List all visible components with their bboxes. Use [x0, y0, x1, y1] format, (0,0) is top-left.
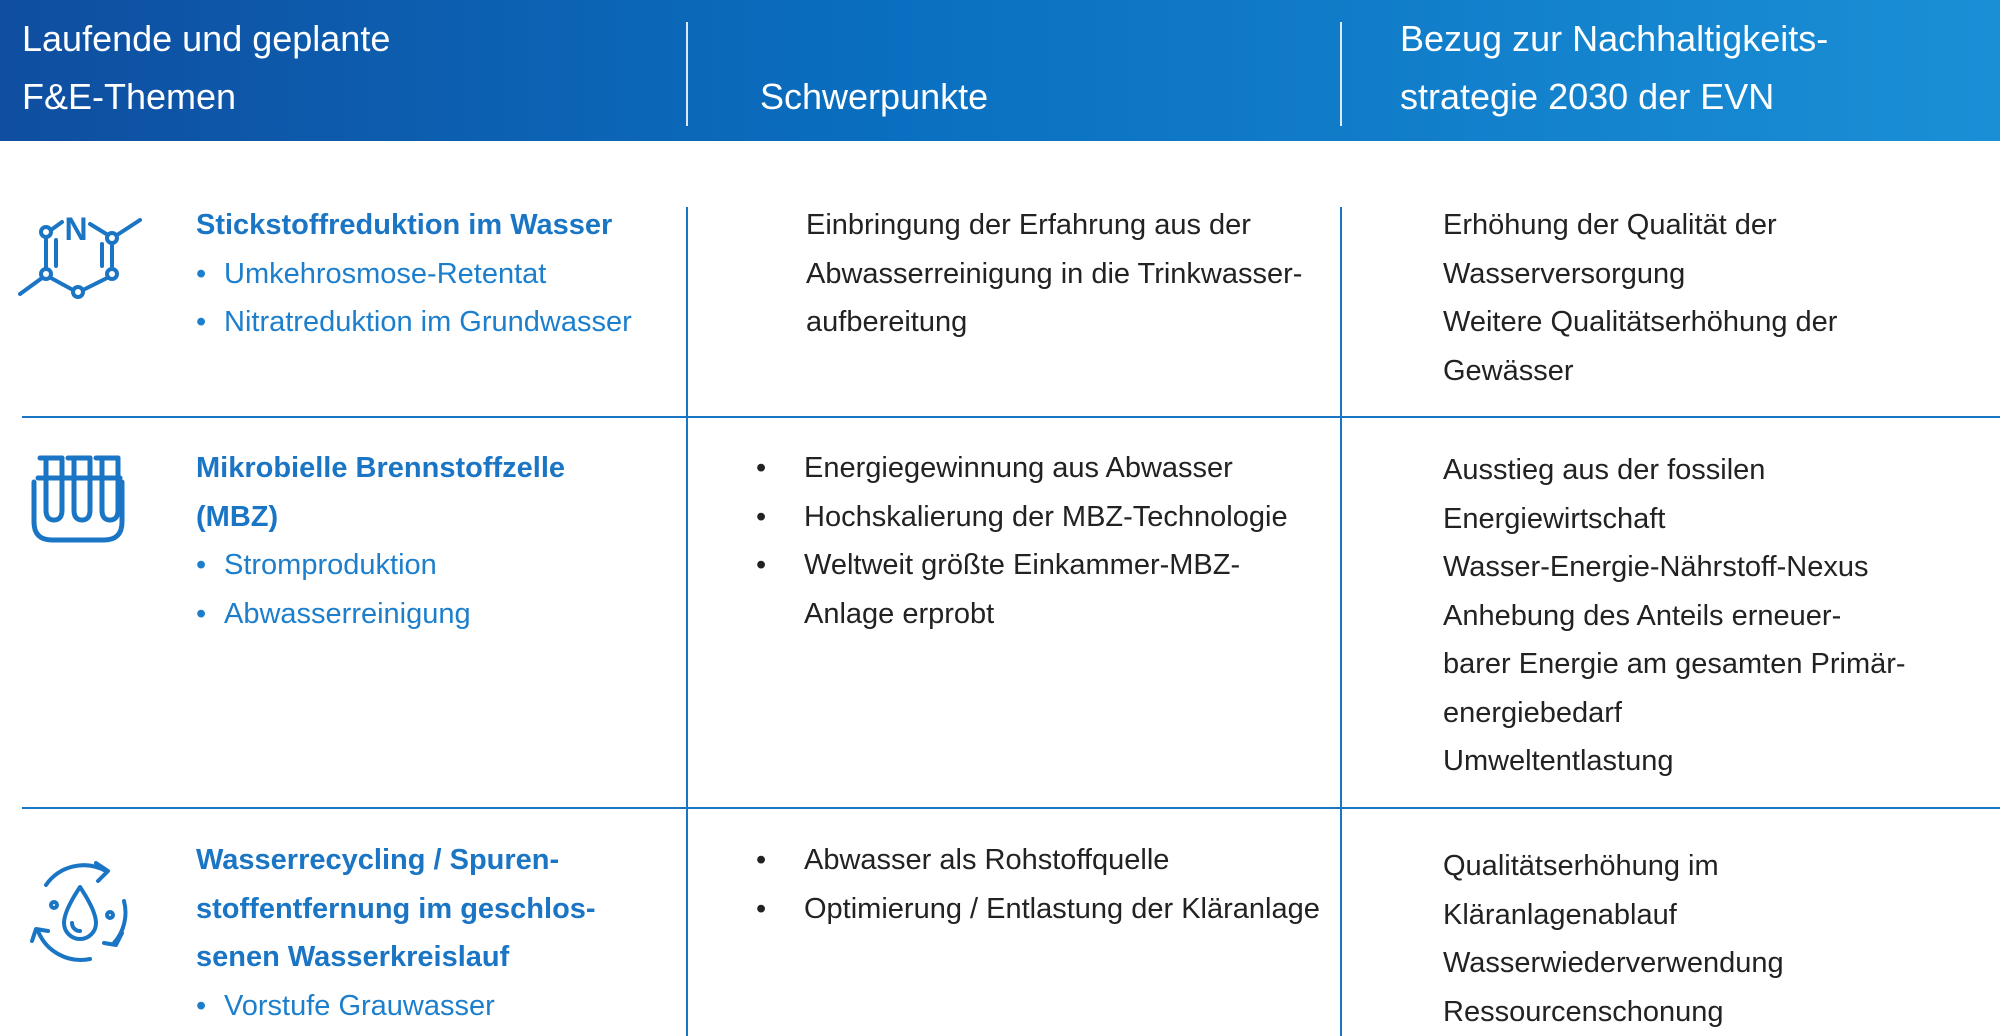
sustainability-reference	[1443, 201, 1837, 395]
header-topics-line: F&E-Themen	[22, 76, 237, 117]
topic-title	[196, 444, 565, 541]
topic-water-recycling	[196, 836, 596, 1030]
sustainability-reference	[1443, 842, 1784, 1036]
topic-title-line: Wasserrecycling / Spuren-	[196, 844, 560, 876]
reference-line: Ausstieg aus der fossilen	[1443, 454, 1766, 486]
focus-bullet-line: • Hochskalierung der MBZ-Technologie	[804, 500, 1288, 533]
header-sustainability-line: Bezug zur Nachhaltigkeits-	[1400, 18, 1829, 59]
header-sustainability-line: strategie 2030 der EVN	[1400, 76, 1775, 117]
reference-line: barer Energie am gesamten Primär-	[1443, 648, 1906, 680]
svg-text:N: N	[64, 211, 88, 247]
focus-bullet	[756, 836, 1320, 885]
focus-text	[806, 201, 1302, 347]
reference-line: Anhebung des Anteils erneuer-	[1443, 599, 1842, 632]
reference-line: Erhöhung der Qualität der	[1443, 209, 1777, 241]
water-cycle-icon	[24, 855, 136, 967]
test-tubes-icon	[28, 452, 138, 547]
reference-line: Wasserversorgung	[1443, 257, 1686, 290]
topic-sub-item: • Stromproduktion	[196, 541, 565, 590]
reference-line: Energiewirtschaft	[1443, 502, 1666, 535]
focus-bullet-list	[756, 836, 1320, 933]
focus-line: aufbereitung	[806, 306, 968, 338]
reference-line: Weitere Qualitätserhöhung der	[1443, 306, 1838, 338]
header-topics-line: Laufende und geplante	[22, 18, 391, 59]
header-focus-label: Schwerpunkte	[760, 76, 989, 117]
focus-line: Abwasserreinigung in die Trinkwasser-	[806, 257, 1303, 290]
focus-bullet	[756, 541, 1288, 638]
row-divider	[22, 416, 2000, 418]
header-divider	[686, 22, 688, 126]
focus-bullet	[756, 493, 1288, 542]
topic-sub-item: • Umkehrosmose-Retentat	[196, 250, 632, 299]
focus-bullet	[756, 885, 1320, 934]
topic-title-line: Mikrobielle Brennstoffzelle	[196, 452, 566, 484]
topic-title-line: stoffentfernung im geschlos-	[196, 892, 596, 925]
topic-title	[196, 836, 596, 982]
focus-bullet	[756, 444, 1288, 493]
topic-title-line: senen Wasserkreislauf	[196, 941, 510, 973]
topic-title	[196, 201, 632, 250]
column-divider	[1340, 207, 1342, 1036]
topic-title-line: (MBZ)	[196, 500, 279, 533]
focus-bullet-line: Anlage erprobt	[804, 597, 995, 630]
reference-line: energiebedarf	[1443, 696, 1622, 729]
row-divider	[22, 807, 2000, 809]
focus-bullet-line: • Abwasser als Rohstoffquelle	[804, 844, 1170, 876]
reference-line: Umweltentlastung	[1443, 745, 1674, 777]
focus-bullet-line: • Optimierung / Entlastung der Kläranlage	[804, 892, 1320, 925]
header-focus	[760, 68, 988, 126]
reference-line: Ressourcenschonung	[1443, 995, 1724, 1028]
topic-sub-item: • Vorstufe Grauwasser	[196, 982, 596, 1031]
topic-title-line: Stickstoffreduktion im Wasser	[196, 209, 613, 241]
table-header	[0, 0, 2000, 141]
topic-sub-item: • Nitratreduktion im Grundwasser	[196, 298, 632, 347]
focus-bullet-list	[756, 444, 1288, 638]
sustainability-reference	[1443, 446, 1906, 786]
molecule-icon	[18, 210, 148, 310]
reference-line: Kläranlagenablauf	[1443, 898, 1677, 931]
reference-line: Wasserwiederverwendung	[1443, 947, 1784, 979]
header-sustainability	[1400, 10, 1828, 126]
header-topics	[22, 10, 390, 126]
focus-bullet-line: • Energiegewinnung aus Abwasser	[804, 452, 1233, 484]
topic-sub-item: • Abwasserreinigung	[196, 590, 565, 639]
topic-microbial-fuel-cell	[196, 444, 565, 638]
reference-line: Qualitätserhöhung im	[1443, 850, 1719, 882]
header-divider	[1340, 22, 1342, 126]
focus-bullet-line: • Weltweit größte Einkammer-MBZ-	[804, 549, 1241, 581]
focus-line: Einbringung der Erfahrung aus der	[806, 209, 1251, 241]
reference-line: Gewässer	[1443, 354, 1574, 387]
reference-line: Wasser-Energie-Nährstoff-Nexus	[1443, 551, 1869, 583]
topic-nitrogen-reduction	[196, 201, 632, 347]
column-divider	[686, 207, 688, 1036]
